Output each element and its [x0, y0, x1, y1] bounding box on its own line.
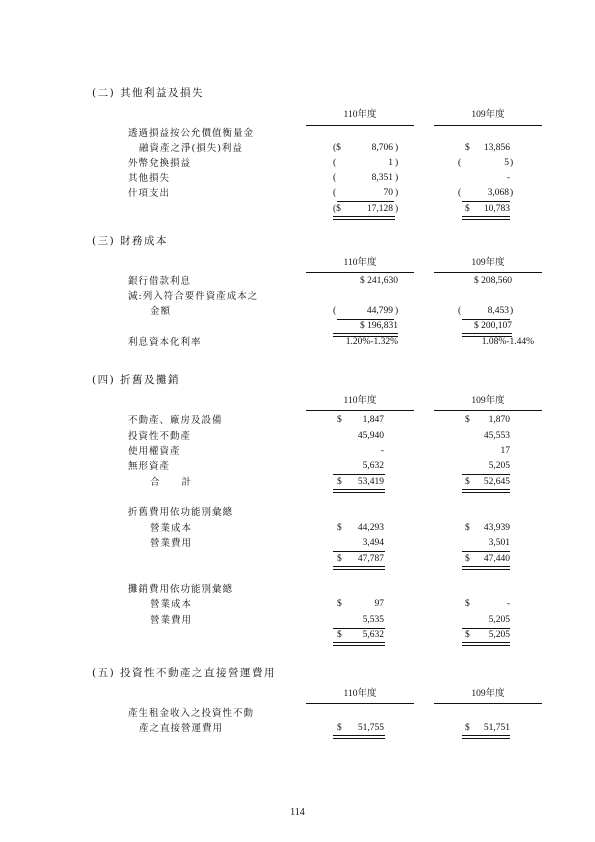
total-double-rule [333, 489, 385, 493]
column-header-109: 109年度 [471, 396, 505, 406]
total-double-rule [462, 642, 510, 646]
row-label: 減:列入符合要件資產成本之 [128, 291, 259, 302]
value-110: 44,293 [357, 523, 384, 533]
total-double-rule [462, 489, 510, 493]
row-label: 金額 [150, 306, 172, 317]
paren-open: ( [333, 306, 337, 316]
subtotal-rule [337, 201, 394, 202]
paren-open: ( [458, 306, 462, 316]
subsection-title: 折舊費用依功能別彙總 [128, 507, 234, 518]
value-109: 8,453 [487, 306, 509, 316]
paren-close: ) [395, 158, 399, 168]
row-label: 不動產、廠房及設備 [128, 415, 223, 426]
currency-symbol: $ [337, 723, 342, 733]
value-109: 17 [500, 446, 510, 456]
total-double-rule [333, 566, 385, 570]
header-rule [434, 410, 542, 411]
total-109: $ 200,107 [474, 321, 512, 331]
row-label: 銀行借款利息 [128, 276, 192, 287]
paren-close: ) [395, 188, 399, 198]
currency-symbol: $ [337, 630, 342, 640]
subtotal-rule [462, 551, 510, 552]
value-110: 51,755 [357, 723, 384, 733]
currency-symbol: $ [465, 599, 470, 609]
currency-symbol: $ [337, 523, 342, 533]
row-label: 使用權資產 [128, 446, 181, 457]
total-double-rule [462, 566, 510, 570]
total-110: 47,787 [357, 554, 384, 564]
paren-close: ) [510, 188, 514, 198]
total-double-rule [462, 735, 510, 739]
value-110: 44,799 [366, 306, 393, 316]
row-label: 營業費用 [150, 615, 193, 626]
column-header-109: 109年度 [471, 689, 505, 699]
subtotal-rule [333, 628, 385, 629]
subtotal-rule [462, 474, 510, 475]
value-110: 1,847 [362, 415, 384, 425]
value-109: 13,856 [483, 143, 510, 153]
subtotal-rule [462, 319, 510, 320]
paren-close: ) [510, 158, 514, 168]
paren-close: ) [395, 204, 399, 214]
total-110: $ 196,831 [360, 321, 398, 331]
row-label: 營業成本 [150, 599, 193, 610]
value-110: 70 [383, 188, 393, 198]
column-header-110: 110年度 [343, 689, 377, 699]
column-header-109: 109年度 [471, 258, 505, 268]
column-header-109: 109年度 [471, 110, 505, 120]
value-110: 5,632 [362, 461, 384, 471]
paren-open: ( [333, 158, 337, 168]
subtotal-rule [333, 474, 385, 475]
value-109: 1,870 [488, 415, 510, 425]
currency-symbol: $ [465, 523, 470, 533]
header-rule [306, 125, 414, 126]
paren-open: ( [458, 188, 462, 198]
row-label: 營業費用 [150, 538, 193, 549]
header-rule [434, 125, 542, 126]
total-110: 5,632 [362, 630, 384, 640]
header-rule [306, 703, 414, 704]
row-label: 其他損失 [128, 173, 171, 184]
value-109: 3,501 [488, 538, 510, 548]
total-109: 5,205 [488, 630, 510, 640]
value-110: 97 [374, 599, 384, 609]
paren-close: ) [395, 173, 399, 183]
value-110: 45,940 [357, 431, 384, 441]
currency-symbol: $ [337, 415, 342, 425]
currency-symbol: $ [337, 599, 342, 609]
paren-dollar: ($ [333, 143, 341, 153]
total-109: 52,645 [483, 477, 510, 487]
currency-symbol: $ [465, 143, 470, 153]
currency-symbol: $ [337, 477, 342, 487]
header-rule [306, 272, 414, 273]
header-rule [306, 410, 414, 411]
paren-open: ( [458, 158, 462, 168]
rate-109: 1.08%-1.44% [481, 337, 534, 347]
total-double-rule [333, 642, 385, 646]
subtotal-rule [462, 201, 510, 202]
value-109: 3,068 [487, 188, 509, 198]
total-109: 10,783 [483, 204, 510, 214]
value-109: - [506, 599, 510, 609]
section-title-other-gains: (二) 其他利益及損失 [92, 87, 205, 99]
subtotal-rule [462, 628, 510, 629]
value-110: 5,535 [362, 615, 384, 625]
header-rule [434, 272, 542, 273]
total-110: 53,419 [357, 477, 384, 487]
value-110: $ 241,630 [360, 276, 398, 286]
currency-symbol: $ [465, 204, 470, 214]
row-label: 營業成本 [150, 523, 193, 534]
total-109: 47,440 [483, 554, 510, 564]
row-label: 融資產之淨(損失)利益 [139, 143, 243, 154]
row-label: 透過損益按公允價值衡量金 [128, 128, 255, 139]
total-double-rule [333, 216, 395, 220]
page-number: 114 [290, 807, 305, 818]
value-109: 43,939 [483, 523, 510, 533]
column-header-110: 110年度 [343, 110, 377, 120]
row-label: 外幣兌換損益 [128, 158, 192, 169]
total-double-rule [462, 216, 510, 220]
row-label: 什項支出 [128, 188, 171, 199]
row-label: 產生租金收入之投資性不動 [128, 708, 255, 719]
row-label: 無形資產 [128, 461, 171, 472]
paren-open: ( [333, 188, 337, 198]
value-109: 51,751 [483, 723, 510, 733]
subtotal-rule [337, 319, 394, 320]
value-109: 5,205 [488, 615, 510, 625]
paren-dollar: ($ [333, 204, 341, 214]
currency-symbol: $ [465, 723, 470, 733]
currency-symbol: $ [465, 477, 470, 487]
section-title-depreciation-amortization: (四) 折舊及攤銷 [92, 374, 181, 386]
value-110: 3,494 [362, 538, 384, 548]
value-110: 8,706 [371, 143, 393, 153]
value-109: 5,205 [488, 461, 510, 471]
subtotal-rule [333, 551, 385, 552]
total-double-rule [333, 735, 385, 739]
value-110: 1 [388, 158, 393, 168]
value-109: 45,553 [483, 431, 510, 441]
paren-close: ) [510, 306, 514, 316]
row-label: 利息資本化利率 [128, 337, 202, 348]
row-label: 投資性不動產 [128, 431, 192, 442]
subsection-title: 攤銷費用依功能別彙總 [128, 584, 234, 595]
column-header-110: 110年度 [343, 396, 377, 406]
column-header-110: 110年度 [343, 258, 377, 268]
paren-close: ) [395, 306, 399, 316]
value-109: $ 208,560 [474, 276, 512, 286]
section-title-finance-costs: (三) 財務成本 [92, 235, 169, 247]
rate-110: 1.20%-1.32% [345, 337, 398, 347]
currency-symbol: $ [465, 415, 470, 425]
value-109: 5 [504, 158, 509, 168]
value-109: - [506, 173, 510, 183]
currency-symbol: $ [465, 554, 470, 564]
paren-open: ( [333, 173, 337, 183]
paren-close: ) [395, 143, 399, 153]
header-rule [434, 703, 542, 704]
value-110: 8,351 [371, 173, 393, 183]
section-title-investment-property-expenses: (五) 投資性不動產之直接營運費用 [92, 667, 277, 679]
row-label: 產之直接營運費用 [139, 723, 224, 734]
value-110: - [380, 446, 384, 456]
total-label: 合 計 [150, 477, 193, 488]
total-110: 17,128 [366, 204, 393, 214]
currency-symbol: $ [465, 630, 470, 640]
currency-symbol: $ [337, 554, 342, 564]
